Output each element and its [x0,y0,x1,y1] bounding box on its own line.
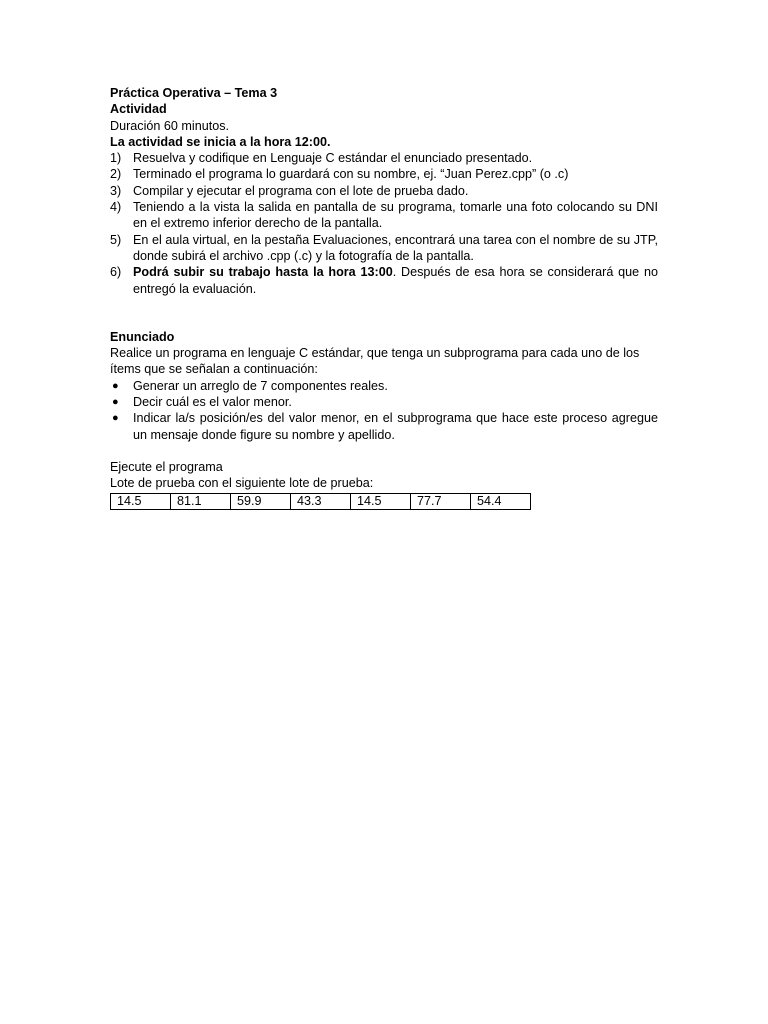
lote-table [110,493,531,510]
list-item-text: Decir cuál es el valor menor. [133,395,292,410]
step-text: En el aula virtual, en la pestaña Evaluaciones, encontrará una tarea con el nombre de su JTP, donde subirá el archivo .cpp (.c) y la fotografía de la pantalla. [133,232,658,263]
step-item [110,183,658,199]
step-text: Terminado el programa lo guardará con su nombre, ej. “Juan Perez.cpp” (o .c) [133,167,569,182]
enunciado-items [110,378,658,443]
bullet-icon: ● [112,412,119,425]
instruction-steps [110,150,658,297]
step-number: 1) [110,151,122,166]
table-row [111,493,531,509]
bullet-icon: ● [112,396,119,409]
step-text: . Después de esa hora se considerará que no entregó la evaluación. [133,265,658,296]
bullet-icon: ● [112,379,119,392]
duracion-text: Duración 60 minutos. [110,118,230,133]
enunciado-intro: Realice un programa en lenguaje C estándar, que tenga un subprograma para cada uno de los ítems que se señalan a continuación: [110,346,640,377]
step-item [110,264,658,297]
lote-label: Lote de prueba con el siguiente lote de prueba: [110,476,374,491]
lote-cell: 14.5 [111,493,171,509]
lote-cell: 54.4 [471,493,531,509]
step-item [110,232,658,265]
document-content [110,85,658,510]
step-item [110,166,658,182]
list-item [110,378,658,394]
lote-cell: 77.7 [411,493,471,509]
ejecute-text: Ejecute el programa [110,459,223,474]
step-number: 3) [110,183,122,198]
spacer [110,443,658,459]
list-item [110,410,658,443]
step-item [110,150,658,166]
step-text: Teniendo a la vista la salida en pantalla de su programa, tomarle una foto colocando su DNI en el extremo inferior derecho de la pantalla. [133,200,658,231]
step-item [110,199,658,232]
list-item-text: Indicar la/s posición/es del valor menor, en el subprograma que hace este proceso agregue un mensaje donde figure su nombre y apellido. [133,411,658,442]
step-bold-text: Podrá subir su trabajo hasta la hora 13:00 [133,265,393,280]
step-number: 6) [110,265,122,280]
lote-cell: 43.3 [291,493,351,509]
lote-cell: 59.9 [231,493,291,509]
document-title: Práctica Operativa – Tema 3 [110,86,278,100]
step-number: 2) [110,167,122,182]
step-number: 4) [110,200,122,215]
spacer [110,297,658,329]
list-item [110,394,658,410]
step-text: Resuelva y codifique en Lenguaje C estándar el enunciado presentado. [133,151,533,166]
list-item-text: Generar un arreglo de 7 componentes reales. [133,378,388,393]
inicio-text: La actividad se inicia a la hora 12:00. [110,134,331,149]
actividad-heading: Actividad [110,102,167,117]
lote-cell: 14.5 [351,493,411,509]
step-number: 5) [110,232,122,247]
step-text: Compilar y ejecutar el programa con el lote de prueba dado. [133,183,469,198]
lote-cell: 81.1 [171,493,231,509]
enunciado-heading: Enunciado [110,329,175,344]
